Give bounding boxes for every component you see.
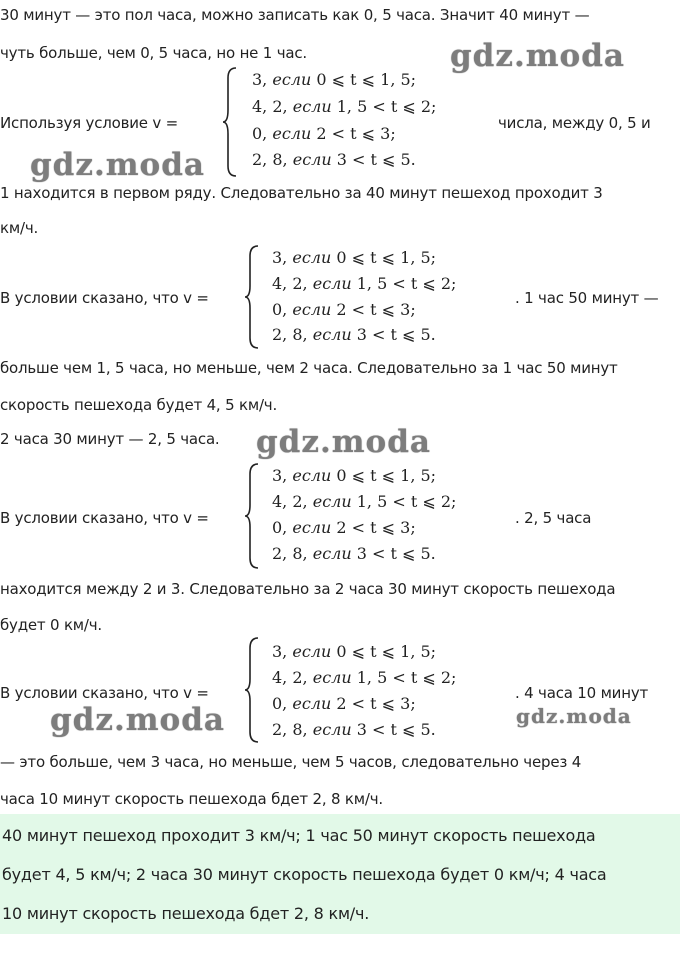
- text-line: скорость пешехода будет 4, 5 км/ч.: [0, 396, 278, 414]
- text-line: 2 часа 30 минут — 2, 5 часа.: [0, 430, 220, 448]
- piecewise-system: [222, 66, 502, 178]
- case-row: 3, если 0 ⩽ t ⩽ 1, 5;: [272, 466, 437, 485]
- case-row: 0, если 2 < t ⩽ 3;: [272, 518, 416, 537]
- watermark-logo: gdz.moda: [256, 424, 431, 460]
- left-brace: [244, 244, 260, 350]
- system-lead-text: В условии сказано, что v =: [0, 684, 209, 702]
- answer-line: 10 минут скорость пешехода бдет 2, 8 км/ч.: [2, 904, 370, 923]
- left-brace: [222, 66, 238, 178]
- text-line: больше чем 1, 5 часа, но меньше, чем 2 часа. Следовательно за 1 час 50 минут: [0, 359, 618, 377]
- system-trail-text: . 2, 5 часа: [515, 509, 592, 527]
- text-line: будет 0 км/ч.: [0, 616, 103, 634]
- case-row: 3, если 0 ⩽ t ⩽ 1, 5;: [272, 248, 437, 267]
- piecewise-system: [244, 244, 524, 350]
- piecewise-system: [244, 462, 524, 570]
- system-lead-text: В условии сказано, что v =: [0, 289, 209, 307]
- text-line: 30 минут — это пол часа, можно записать как 0, 5 часа. Значит 40 минут —: [0, 6, 590, 24]
- case-row: 4, 2, если 1, 5 < t ⩽ 2;: [272, 492, 457, 511]
- left-brace: [244, 636, 260, 744]
- answer-line: 40 минут пешеход проходит 3 км/ч; 1 час 50 минут скорость пешехода: [2, 826, 596, 845]
- left-brace: [244, 462, 260, 570]
- system-trail-text: числа, между 0, 5 и: [498, 114, 651, 132]
- case-row: 4, 2, если 1, 5 < t ⩽ 2;: [272, 668, 457, 687]
- answer-block: [0, 814, 680, 934]
- case-row: 0, если 2 < t ⩽ 3;: [272, 694, 416, 713]
- watermark-logo: gdz.moda: [50, 702, 225, 738]
- case-row: 3, если 0 ⩽ t ⩽ 1, 5;: [272, 642, 437, 661]
- text-line: находится между 2 и 3. Следовательно за 2 часа 30 минут скорость пешехода: [0, 580, 616, 598]
- watermark-logo: gdz.moda: [450, 38, 625, 74]
- piecewise-system: [244, 636, 524, 744]
- answer-line: будет 4, 5 км/ч; 2 часа 30 минут скорость пешехода будет 0 км/ч; 4 часа: [2, 865, 607, 884]
- case-row: 4, 2, если 1, 5 < t ⩽ 2;: [272, 274, 457, 293]
- text-line: — это больше, чем 3 часа, но меньше, чем 5 часов, следовательно через 4: [0, 753, 582, 771]
- system-lead-text: Используя условие v =: [0, 114, 179, 132]
- case-row: 2, 8, если 3 < t ⩽ 5.: [272, 544, 436, 563]
- system-lead-text: В условии сказано, что v =: [0, 509, 209, 527]
- system-trail-text: . 4 часа 10 минут: [515, 684, 649, 702]
- system-trail-text: . 1 час 50 минут —: [515, 289, 659, 307]
- case-row: 2, 8, если 3 < t ⩽ 5.: [272, 325, 436, 344]
- watermark-logo: gdz.moda: [516, 704, 632, 728]
- case-row: 4, 2, если 1, 5 < t ⩽ 2;: [252, 97, 437, 116]
- case-row: 0, если 2 < t ⩽ 3;: [272, 300, 416, 319]
- case-row: 2, 8, если 3 < t ⩽ 5.: [272, 720, 436, 739]
- text-line: 1 находится в первом ряду. Следовательно за 40 минут пешеход проходит 3: [0, 184, 603, 202]
- case-row: 0, если 2 < t ⩽ 3;: [252, 124, 396, 143]
- watermark-logo: gdz.moda: [30, 147, 205, 183]
- case-row: 3, если 0 ⩽ t ⩽ 1, 5;: [252, 70, 417, 89]
- case-row: 2, 8, если 3 < t ⩽ 5.: [252, 150, 416, 169]
- text-line: часа 10 минут скорость пешехода бдет 2, 8 км/ч.: [0, 790, 383, 808]
- text-line: чуть больше, чем 0, 5 часа, но не 1 час.: [0, 44, 307, 62]
- text-line: км/ч.: [0, 219, 39, 237]
